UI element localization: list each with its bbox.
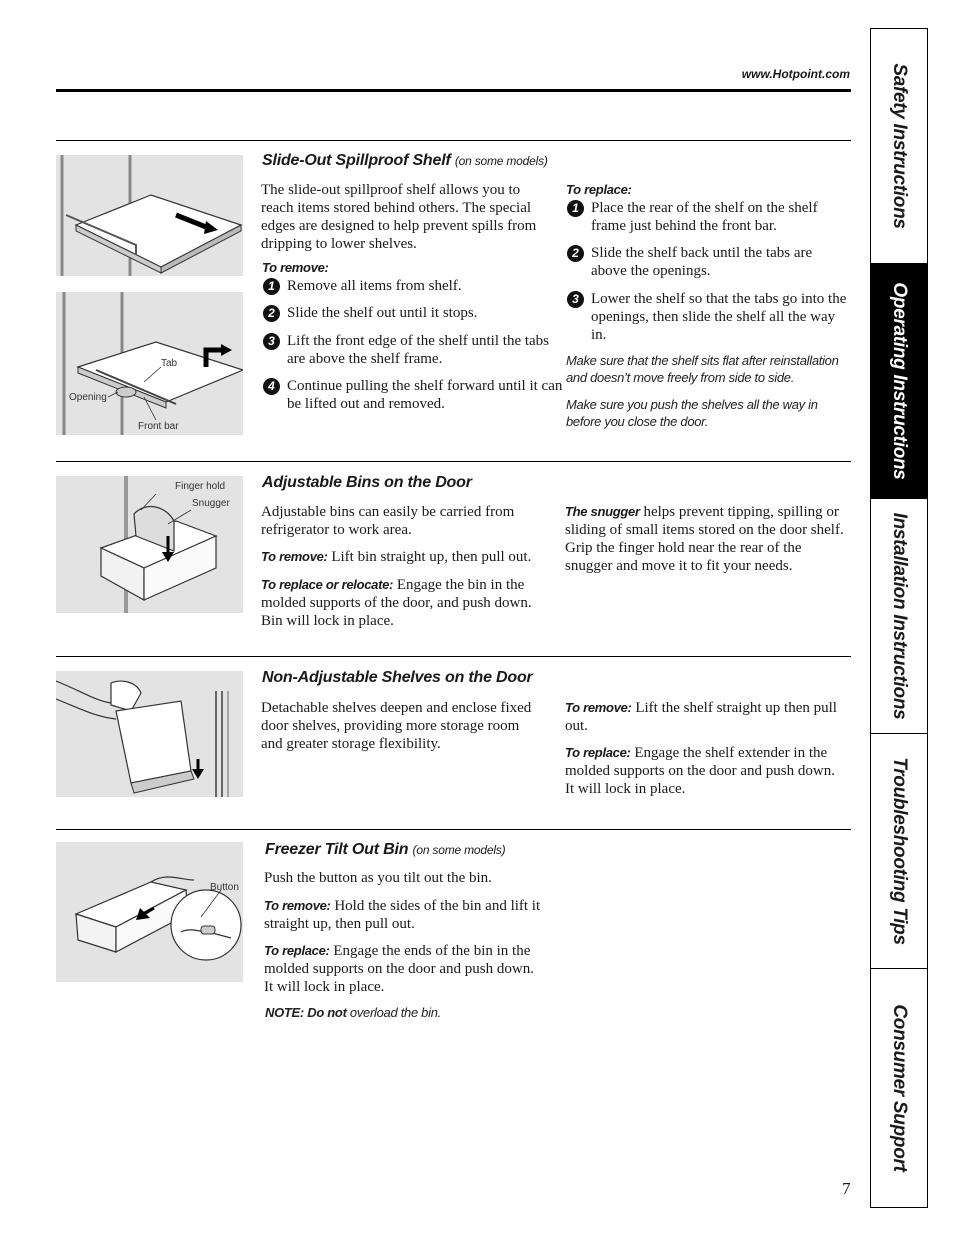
- spillproof-intro: The slide-out spillproof shelf allows you to reach items stored behind others. The special edges are designed to help prevent spills from dripping to lower shelves.: [261, 182, 537, 252]
- side-navigation: [870, 28, 928, 1208]
- spillproof-note-flat: Make sure that the shelf sits flat after reinstallation and doesn’t move freely from side to side.: [566, 353, 839, 385]
- section-rule: [56, 461, 851, 462]
- section-rule: [56, 829, 851, 830]
- bins-intro: Adjustable bins can easily be carried from refrigerator to work area.: [261, 504, 515, 538]
- freezer-bin-drawing: [56, 842, 243, 982]
- callout-finger-hold: Finger hold: [175, 481, 226, 492]
- adjustable-bin-drawing: [56, 476, 243, 613]
- freezer-intro: Push the button as you tilt out the bin.: [264, 870, 492, 886]
- nonadj-intro: Detachable shelves deepen and enclose fixed door shelves, providing more storage room and greater storage flexibility.: [261, 700, 532, 752]
- spillproof-remove-label: To remove:: [262, 260, 329, 275]
- callout-button: Button: [210, 882, 239, 893]
- tab-installation-instructions[interactable]: Installation Instructions: [871, 499, 927, 734]
- adjustable-bin-illustration: [56, 476, 243, 613]
- freezer-remove: To remove: Hold the sides of the bin and lift it straight up, then pull out.: [264, 898, 541, 932]
- replace-step-2: 2 Slide the shelf back until the tabs are above the openings.: [565, 244, 847, 280]
- page-number: 7: [842, 1179, 851, 1198]
- callout-front-bar: Front bar: [138, 421, 179, 432]
- spillproof-note-push: Make sure you push the shelves all the way in before you close the door.: [566, 397, 818, 429]
- section-rule: [56, 140, 851, 141]
- bins-replace: To replace or relocate: Engage the bin in the molded supports of the door, and push down. Bin will lock in place.: [261, 577, 532, 629]
- header-rule: [56, 89, 851, 92]
- nonadj-replace: To replace: Engage the shelf extender in the molded supports on the door and push down. It will lock in place.: [565, 745, 835, 797]
- callout-opening: Opening: [69, 392, 107, 403]
- section-rule: [56, 656, 851, 657]
- callout-tab: Tab: [161, 358, 178, 369]
- remove-step-3: 3 Lift the front edge of the shelf until the tabs are above the shelf frame.: [261, 332, 569, 368]
- shelf-tabs-drawing: [56, 292, 243, 435]
- bins-remove: To remove: Lift bin straight up, then pull out.: [261, 549, 532, 565]
- nonadj-remove: To remove: Lift the shelf straight up then pull out.: [565, 700, 837, 734]
- callout-snugger: Snugger: [192, 498, 230, 509]
- remove-step-4: 4 Continue pulling the shelf forward until it can be lifted out and removed.: [261, 377, 569, 413]
- replace-step-3: 3 Lower the shelf so that the tabs go into the openings, then slide the shelf all the way in.: [565, 290, 851, 344]
- tab-consumer-support[interactable]: Consumer Support: [889, 1003, 910, 1172]
- door-shelf-illustration: [56, 671, 243, 797]
- tab-safety-instructions[interactable]: Safety Instructions: [871, 29, 927, 264]
- remove-step-2: 2 Slide the shelf out until it stops.: [261, 304, 569, 322]
- freezer-note: NOTE: Do not overload the bin.: [265, 1005, 441, 1020]
- tab-troubleshooting-tips[interactable]: Troubleshooting Tips: [871, 734, 927, 969]
- bins-snugger: The snugger helps prevent tipping, spilling or sliding of small items stored on the door shelf. Grip the finger hold near the rear of the snugger and move it to fit your needs.: [565, 504, 844, 574]
- replace-step-1: 1 Place the rear of the shelf on the shelf frame just behind the front bar.: [565, 199, 847, 235]
- nonadj-title: Non-Adjustable Shelves on the Door: [262, 669, 533, 686]
- shelf-slide-out-illustration: [56, 155, 243, 276]
- tab-operating-instructions[interactable]: Operating Instructions: [871, 264, 927, 499]
- bins-title: Adjustable Bins on the Door: [262, 474, 472, 491]
- door-shelf-drawing: [56, 671, 243, 797]
- spillproof-replace-label: To replace:: [566, 182, 632, 197]
- website-url: www.Hotpoint.com: [741, 67, 850, 81]
- remove-step-1: 1 Remove all items from shelf.: [261, 277, 569, 295]
- freezer-bin-illustration: [56, 842, 243, 982]
- freezer-title: Freezer Tilt Out Bin (on some models): [265, 841, 506, 858]
- spillproof-title: Slide-Out Spillproof Shelf (on some models): [262, 152, 548, 169]
- shelf-tabs-illustration: [56, 292, 243, 435]
- freezer-replace: To replace: Engage the ends of the bin in the molded supports on the door and push down. It will lock in place.: [264, 943, 534, 995]
- shelf-slide-out-drawing: [56, 155, 243, 276]
